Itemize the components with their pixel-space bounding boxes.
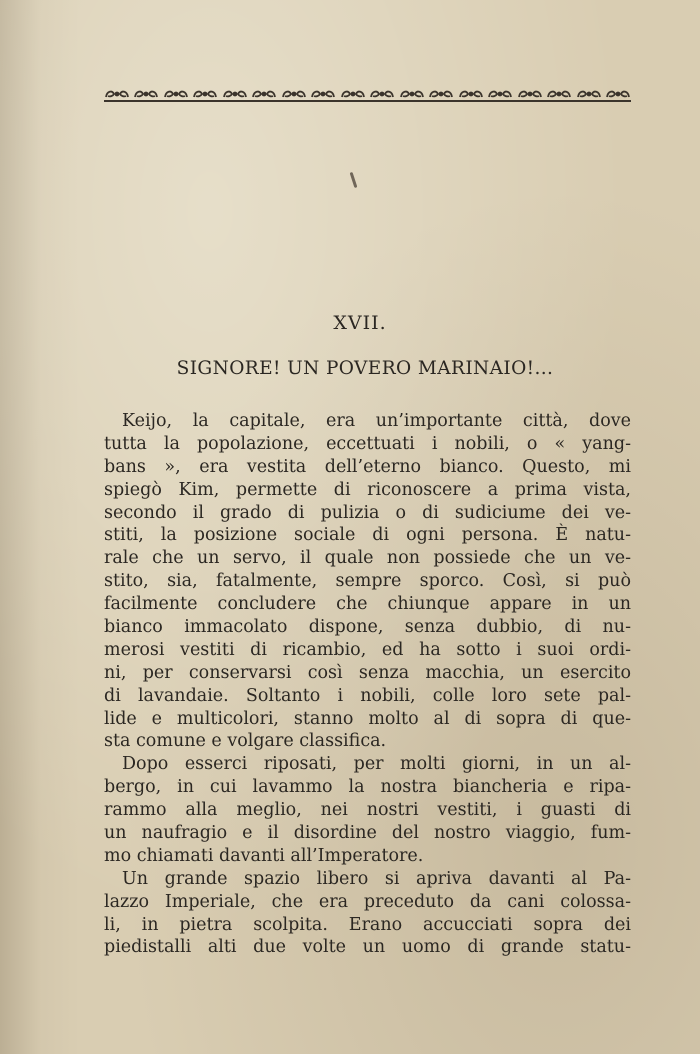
ornamental-header-rule — [104, 78, 631, 102]
fleuron-icon — [192, 87, 218, 99]
text-line: sta comune e volgare classifica. — [104, 731, 387, 752]
text-line: tutta la popolazione, eccettuati i nobili, o « yang- — [104, 433, 631, 454]
fleuron-icon — [487, 87, 513, 99]
fleuron-icon — [546, 87, 572, 99]
text-line: stito, sia, fatalmente, sempre sporco. Così, si può — [104, 571, 631, 592]
fleuron-icon — [222, 87, 248, 99]
text-line: stiti, la posizione sociale di ogni persona. È natu- — [104, 525, 631, 546]
text-line: rammo alla meglio, nei nostri vestiti, i guasti di — [104, 800, 631, 821]
text-line: facilmente concludere che chiunque appare in un — [104, 594, 631, 615]
fleuron-icon — [458, 87, 484, 99]
text-line: ni, per conservarsi così senza macchia, un esercito — [104, 662, 631, 683]
text-line: Keijo, la capitale, era un’importante città, dove — [122, 411, 631, 431]
fleuron-icon — [251, 87, 277, 99]
fleuron-icon — [163, 87, 189, 99]
fleuron-icon — [281, 87, 307, 99]
ink-mark — [350, 172, 358, 188]
fleuron-icon — [605, 87, 631, 99]
fleuron-icon — [133, 87, 159, 99]
text-line: bergo, in cui lavammo la nostra biancheria e ripa- — [104, 777, 631, 798]
text-line: bans », era vestita dell’eterno bianco. Questo, mi — [104, 456, 631, 477]
chapter-number: XVII. — [333, 312, 387, 334]
text-line: rale che un servo, il quale non possiede che un ve- — [104, 548, 631, 569]
text-line: merosi vestiti di ricambio, ed ha sotto i suoi ordi- — [104, 639, 631, 660]
text-line: spiegò Kim, permette di riconoscere a prima vista, — [104, 479, 631, 500]
text-line: Dopo esserci riposati, per molti giorni, in un al- — [122, 754, 631, 775]
fleuron-icon — [104, 87, 130, 99]
fleuron-icon — [310, 87, 336, 99]
fleuron-icon — [369, 87, 395, 99]
text-line: Un grande spazio libero si apriva davanti al Pa- — [122, 868, 631, 889]
text-line: di lavandaie. Soltanto i nobili, colle loro sete pal- — [104, 685, 631, 706]
text-line: secondo il grado di pulizia o di sudiciume dei ve- — [104, 502, 631, 523]
fleuron-icon — [576, 87, 602, 99]
body-text — [104, 410, 631, 959]
fleuron-icon — [340, 87, 366, 99]
chapter-title: SIGNORE! UN POVERO MARINAIO!... — [176, 358, 554, 379]
fleuron-icon — [517, 87, 543, 99]
text-line: li, in pietra scolpita. Erano accucciati sopra dei — [104, 914, 631, 935]
fleuron-icon — [428, 87, 454, 99]
text-line: lazzo Imperiale, che era preceduto da cani colossa- — [104, 891, 631, 912]
text-line: lide e multicolori, stanno molto al di sopra di que- — [104, 708, 631, 729]
text-line: bianco immacolato dispone, senza dubbio, di nu- — [104, 617, 631, 638]
fleuron-icon — [399, 87, 425, 99]
text-line: un naufragio e il disordine del nostro viaggio, fum- — [104, 823, 631, 844]
text-line: piedistalli alti due volte un uomo di grande statu- — [104, 937, 631, 958]
text-line: mo chiamati davanti all’Imperatore. — [104, 845, 424, 866]
